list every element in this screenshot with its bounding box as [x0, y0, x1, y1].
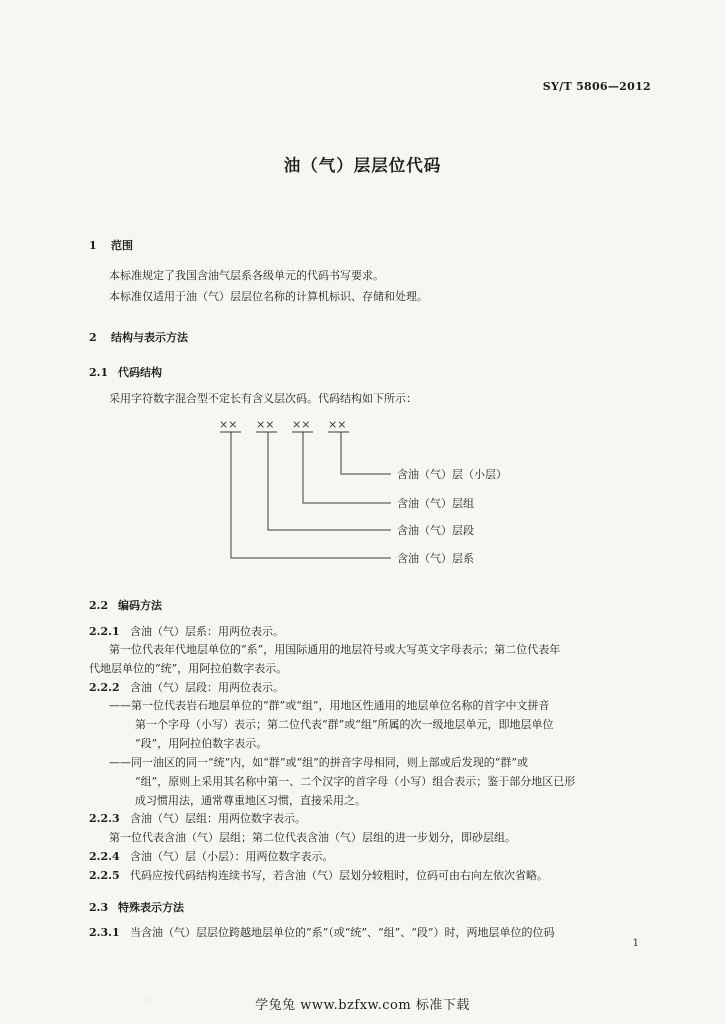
clause-number: 2.2.4	[89, 850, 120, 863]
section-title: 特殊表示方法	[118, 901, 184, 914]
scan-dot: ·	[148, 996, 151, 1005]
code-group-1: ××	[219, 418, 238, 431]
clause-text: 含油（气）层系：用两位表示。	[130, 625, 284, 638]
page-number: 1	[632, 938, 639, 949]
clause-2-2-1-para-cont: 代地层单位的“统”，用阿拉伯数字表示。	[89, 662, 288, 675]
dash-item-1-line-3: “段”，用阿拉伯数字表示。	[135, 737, 268, 750]
clause-number: 2.2.3	[89, 812, 120, 825]
clause-2-2-2	[89, 679, 284, 697]
clause-number: 2.3.1	[89, 926, 120, 939]
connector-layer-section	[268, 432, 391, 530]
clause-text: 代码应按代码结构连续书写，若含油（气）层划分较粗时，位码可由右向左依次省略。	[130, 869, 548, 882]
clause-text: 当含油（气）层层位跨越地层单位的“系”（或“统”、“组”、“段”）时，两地层单位的位码	[130, 926, 555, 939]
diagram-label-layer-section: 含油（气）层段	[397, 524, 474, 537]
s21-paragraph: 采用字符数字混合型不定长有含义层次码。代码结构如下所示：	[109, 392, 417, 405]
clause-2-3-1	[89, 924, 555, 942]
code-group-4: ××	[328, 418, 347, 431]
clause-text: 含油（气）层组：用两位数字表示。	[130, 812, 306, 825]
section-number: 2.2	[89, 599, 109, 612]
diagram-label-layer: 含油（气）层（小层）	[397, 468, 507, 481]
clause-text: 含油（气）层（小层）：用两位数字表示。	[130, 850, 334, 863]
section-title: 结构与表示方法	[111, 331, 188, 344]
clause-number: 2.2.1	[89, 625, 120, 638]
connector-layer	[341, 432, 391, 474]
s1-paragraph-1: 本标准规定了我国含油气层系各级单元的代码书写要求。	[109, 269, 384, 282]
dash-item-2-line-3: 成习惯用法，通常尊重地区习惯，直接采用之。	[135, 794, 366, 807]
connector-layer-group	[303, 432, 391, 503]
section-title: 代码结构	[118, 366, 162, 379]
footer-watermark: 学兔兔 www.bzfxw.com 标准下载	[255, 998, 470, 1013]
clause-2-2-4	[89, 848, 334, 866]
section-2-2-heading	[89, 597, 162, 613]
code-group-2: ××	[256, 418, 275, 431]
section-title: 范围	[111, 239, 133, 252]
connector-layer-system	[231, 432, 391, 558]
diagram-label-layer-group: 含油（气）层组	[397, 497, 474, 510]
clause-text: 含油（气）层段：用两位表示。	[130, 681, 284, 694]
clause-2-2-3	[89, 810, 306, 828]
dash-item-2-line-1: ——同一油区的同一“统”内，如“群”或“组”的拼音字母相同，则上部或后发现的“群”或	[109, 756, 528, 769]
s1-paragraph-2: 本标准仅适用于油（气）层层位名称的计算机标识、存储和处理。	[109, 290, 428, 303]
dash-item-1-line-1: ——第一位代表岩石地层单位的“群”或“组”，用地区性通用的地层单位名称的首字中文拼音	[109, 699, 550, 712]
standard-code: SY/T 5806—2012	[542, 80, 651, 93]
clause-2-2-1	[89, 623, 284, 641]
diagram-label-layer-system: 含油（气）层系	[397, 552, 474, 565]
section-2-3-heading	[89, 899, 184, 915]
section-number: 2	[89, 331, 97, 344]
section-number: 1	[89, 239, 97, 252]
clause-2-2-1-para: 第一位代表年代地层单位的“系”，用国际通用的地层符号或大写英文字母表示；第二位代表年	[109, 643, 561, 656]
clause-2-2-5	[89, 867, 548, 885]
code-group-3: ××	[292, 418, 311, 431]
section-number: 2.1	[89, 366, 109, 379]
clause-number: 2.2.5	[89, 869, 120, 882]
dash-item-2-line-2: “组”，原则上采用其名称中第一、二个汉字的首字母（小写）组合表示；鉴于部分地区已形	[135, 775, 576, 788]
section-number: 2.3	[89, 901, 109, 914]
dash-item-1-line-2: 第一个字母（小写）表示；第二位代表“群”或“组”所属的次一级地层单元，即地层单位	[135, 718, 554, 731]
page-title: 油（气）层层位代码	[283, 156, 442, 175]
clause-2-2-3-para: 第一位代表含油（气）层组；第二位代表含油（气）层组的进一步划分，即砂层组。	[109, 831, 516, 844]
clause-number: 2.2.2	[89, 681, 120, 694]
section-title: 编码方法	[118, 599, 162, 612]
